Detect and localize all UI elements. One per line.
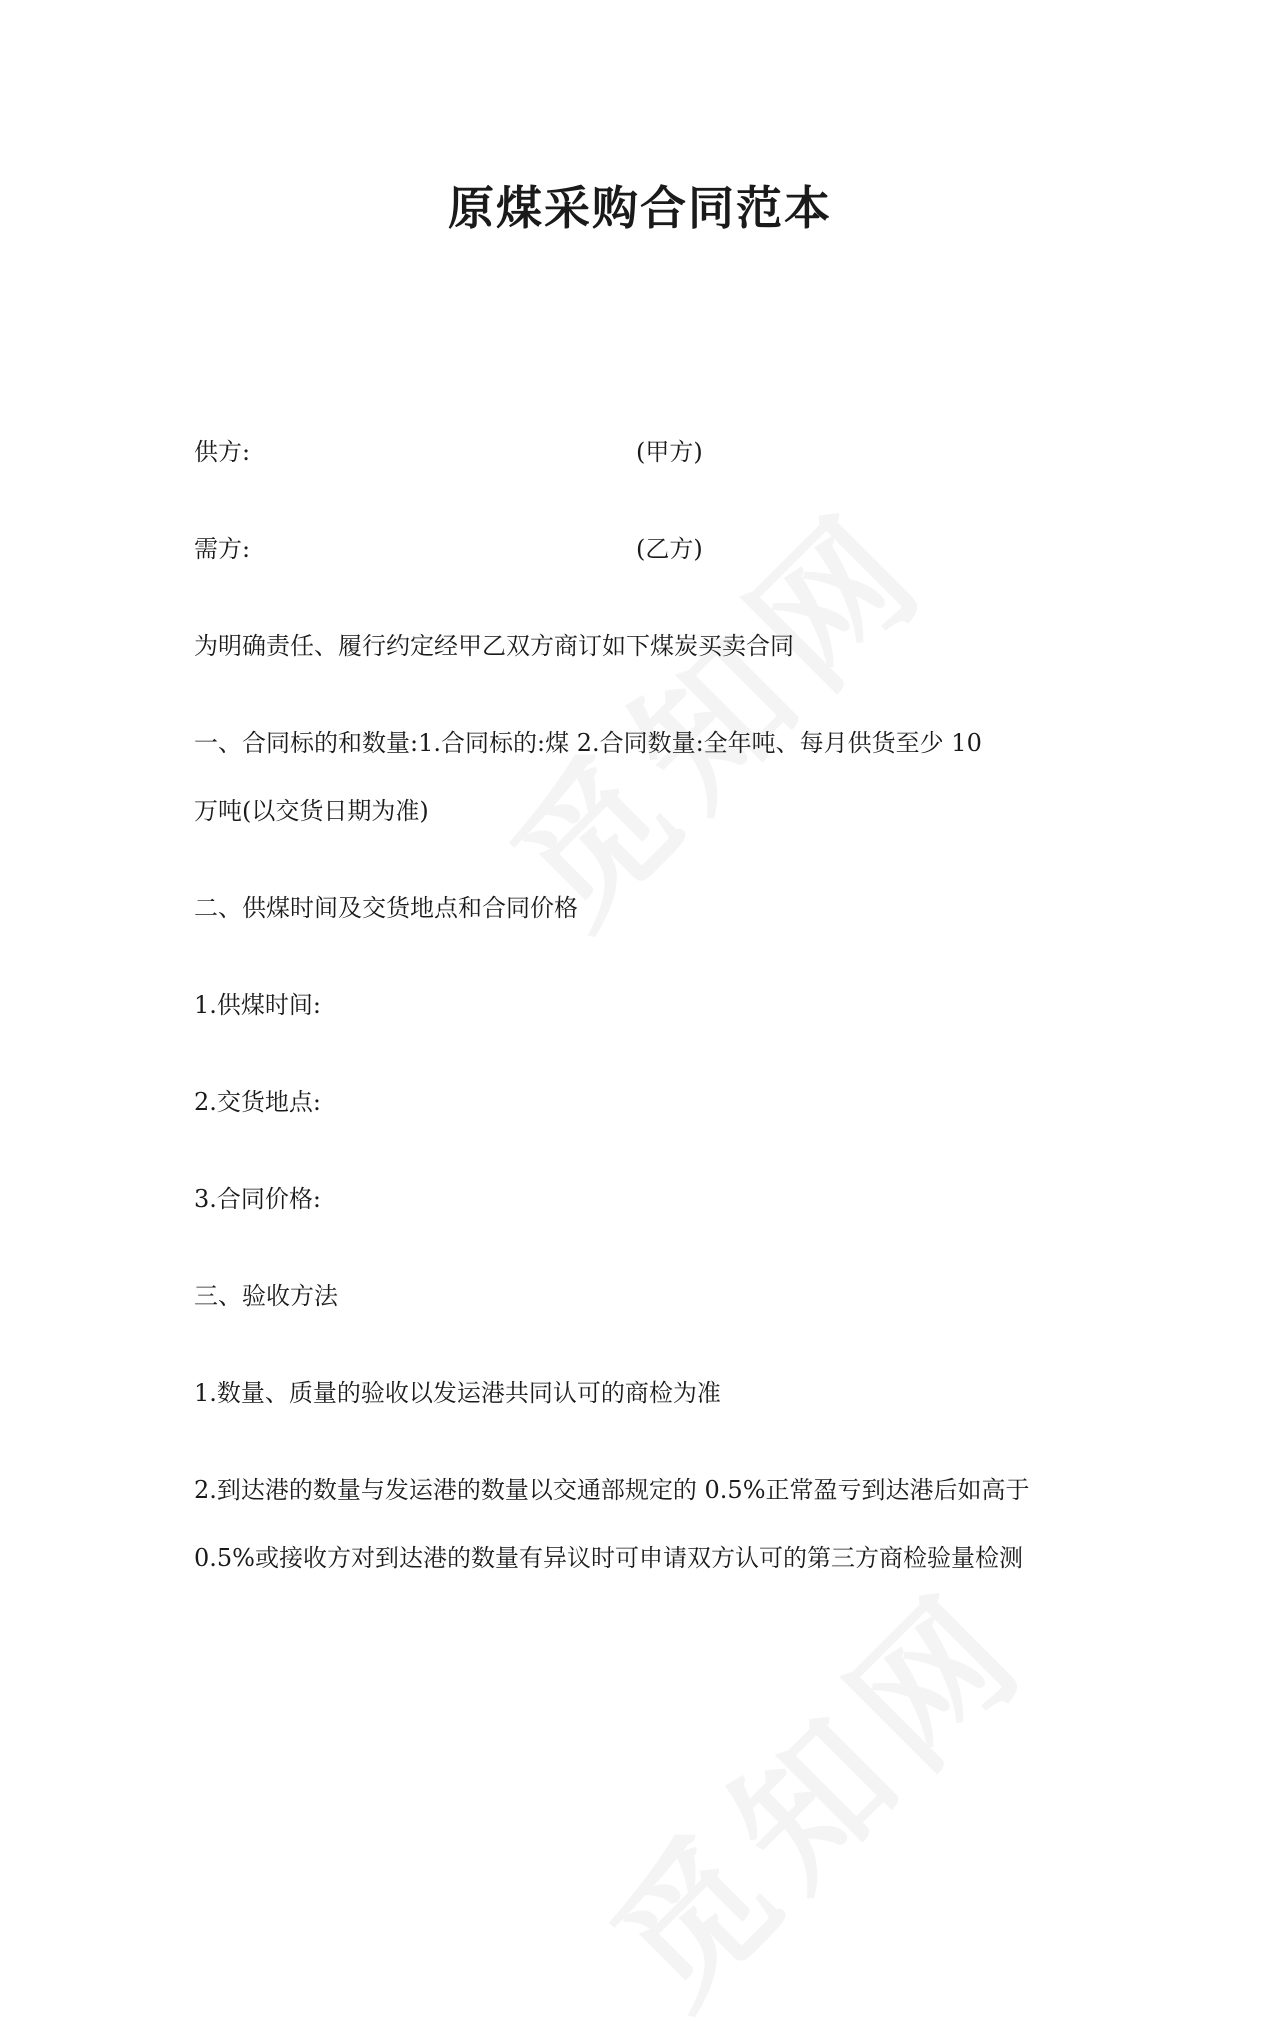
watermark: [457, 453, 966, 962]
buyer-role: (乙方): [636, 535, 703, 563]
watermark: [557, 1533, 1066, 2042]
buyer-label: 需方:: [194, 535, 251, 563]
section1-line1: 一、合同标的和数量:1.合同标的:煤 2.合同数量:全年吨、每月供货至少 10: [194, 729, 982, 757]
section3-item2-line2: 0.5%或接收方对到达港的数量有异议时可申请双方认可的第三方商检验量检测: [194, 1544, 1023, 1572]
supplier-role: (甲方): [636, 438, 703, 466]
section3-item1: 1.数量、质量的验收以发运港共同认可的商检为准: [194, 1379, 721, 1407]
section2-heading: 二、供煤时间及交货地点和合同价格: [194, 894, 578, 922]
supplier-label: 供方:: [194, 438, 251, 466]
section3-item2-line1: 2.到达港的数量与发运港的数量以交通部规定的 0.5%正常盈亏到达港后如高于: [194, 1476, 1030, 1504]
document-title: 原煤采购合同范本: [448, 181, 832, 235]
section1-line2: 万吨(以交货日期为准): [194, 797, 429, 825]
section2-item-delivery-location: 2.交货地点:: [194, 1088, 321, 1116]
section2-item-contract-price: 3.合同价格:: [194, 1185, 321, 1213]
intro-paragraph: 为明确责任、履行约定经甲乙双方商订如下煤炭买卖合同: [194, 632, 794, 660]
section3-heading: 三、验收方法: [194, 1282, 338, 1310]
section2-item-supply-time: 1.供煤时间:: [194, 991, 321, 1019]
